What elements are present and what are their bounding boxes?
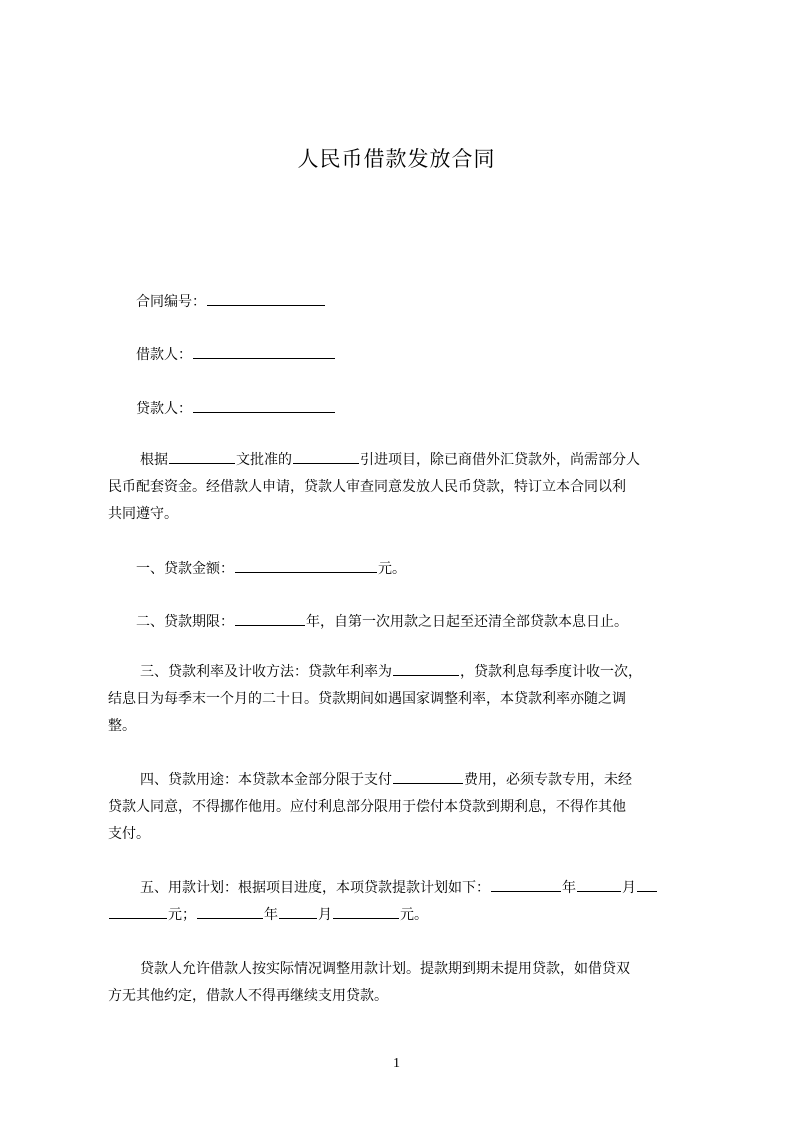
adjust-plan-paragraph xyxy=(108,956,698,1010)
preamble-row-3: 共同遵守。 xyxy=(108,506,178,522)
contract-number-blank[interactable] xyxy=(207,291,325,306)
contract-number-label: 合同编号： xyxy=(136,294,206,310)
plan-month-2-blank[interactable] xyxy=(279,904,317,919)
contract-number-line xyxy=(136,291,326,312)
adjust-row-2: 方无其他约定，借款人不得再继续支用贷款。 xyxy=(108,988,388,1004)
approval-doc-blank[interactable] xyxy=(169,449,235,464)
plan-amount-2-blank[interactable] xyxy=(333,904,399,919)
clause-4-row-2: 贷款人同意，不得挪作他用。应付利息部分限用于偿付本贷款到期利息，不得作其他 xyxy=(108,799,626,815)
clause-2-term xyxy=(136,611,628,632)
preamble-paragraph xyxy=(108,447,698,528)
clause-4-paragraph xyxy=(108,767,698,848)
purpose-blank[interactable] xyxy=(393,769,463,784)
clause-4-text-a: 四、贷款用途：本贷款本金部分限于支付 xyxy=(140,772,392,788)
project-name-blank[interactable] xyxy=(293,449,359,464)
plan-amount-1-blank[interactable] xyxy=(109,904,167,919)
clause-5-month-2: 月 xyxy=(318,907,332,923)
preamble-text-a: 根据 xyxy=(140,452,168,468)
preamble-text-c: 引进项目，除已商借外汇贷款外，尚需部分人 xyxy=(360,452,640,468)
preamble-row-2: 民币配套资金。经借款人申请，贷款人审查同意发放人民币贷款，特订立本合同以利 xyxy=(108,479,626,495)
clause-1-unit: 元。 xyxy=(378,561,406,577)
clause-4-row-3: 支付。 xyxy=(108,826,150,842)
plan-year-2-blank[interactable] xyxy=(197,904,263,919)
loan-amount-blank[interactable] xyxy=(235,558,377,573)
borrower-label: 借款人： xyxy=(136,347,192,363)
clause-2-label: 二、贷款期限： xyxy=(136,614,234,630)
lender-label: 贷款人： xyxy=(136,401,192,417)
plan-amount-1-blank-start[interactable] xyxy=(637,877,657,892)
clause-3-row-3: 整。 xyxy=(108,718,136,734)
page-number: 1 xyxy=(393,1056,400,1071)
clause-5-yuan-2: 元。 xyxy=(400,907,428,923)
clause-5-paragraph xyxy=(108,875,698,929)
clause-3-text-b: ，贷款利息每季度计收一次， xyxy=(460,664,642,680)
borrower-blank[interactable] xyxy=(193,344,335,359)
lender-blank[interactable] xyxy=(193,398,335,413)
clause-5-year-1: 年 xyxy=(562,880,576,896)
borrower-line xyxy=(136,344,336,365)
clause-1-amount xyxy=(136,558,406,579)
adjust-row-1: 贷款人允许借款人按实际情况调整用款计划。提款期到期未提用贷款，如借贷双 xyxy=(140,961,630,977)
plan-month-1-blank[interactable] xyxy=(577,877,621,892)
lender-line xyxy=(136,398,336,419)
loan-term-blank[interactable] xyxy=(235,611,305,626)
clause-5-month-1: 月 xyxy=(622,880,636,896)
clause-3-row-2: 结息日为每季末一个月的二十日。贷款期间如遇国家调整利率，本贷款利率亦随之调 xyxy=(108,691,626,707)
clause-5-yuan-1: 元； xyxy=(168,907,196,923)
document-title: 人民币借款发放合同 xyxy=(297,147,496,171)
clause-5-year-2: 年 xyxy=(264,907,278,923)
clause-5-text: 五、用款计划：根据项目进度，本项贷款提款计划如下： xyxy=(140,880,490,896)
clause-3-paragraph xyxy=(108,659,698,740)
clause-1-label: 一、贷款金额： xyxy=(136,561,234,577)
clause-4-text-b: 费用，必须专款专用，未经 xyxy=(464,772,632,788)
interest-rate-blank[interactable] xyxy=(393,661,459,676)
clause-2-text: 年，自第一次用款之日起至还清全部贷款本息日止。 xyxy=(306,614,628,630)
preamble-text-b: 文批准的 xyxy=(236,452,292,468)
clause-3-text-a: 三、贷款利率及计收方法：贷款年利率为 xyxy=(140,664,392,680)
plan-year-1-blank[interactable] xyxy=(491,877,561,892)
